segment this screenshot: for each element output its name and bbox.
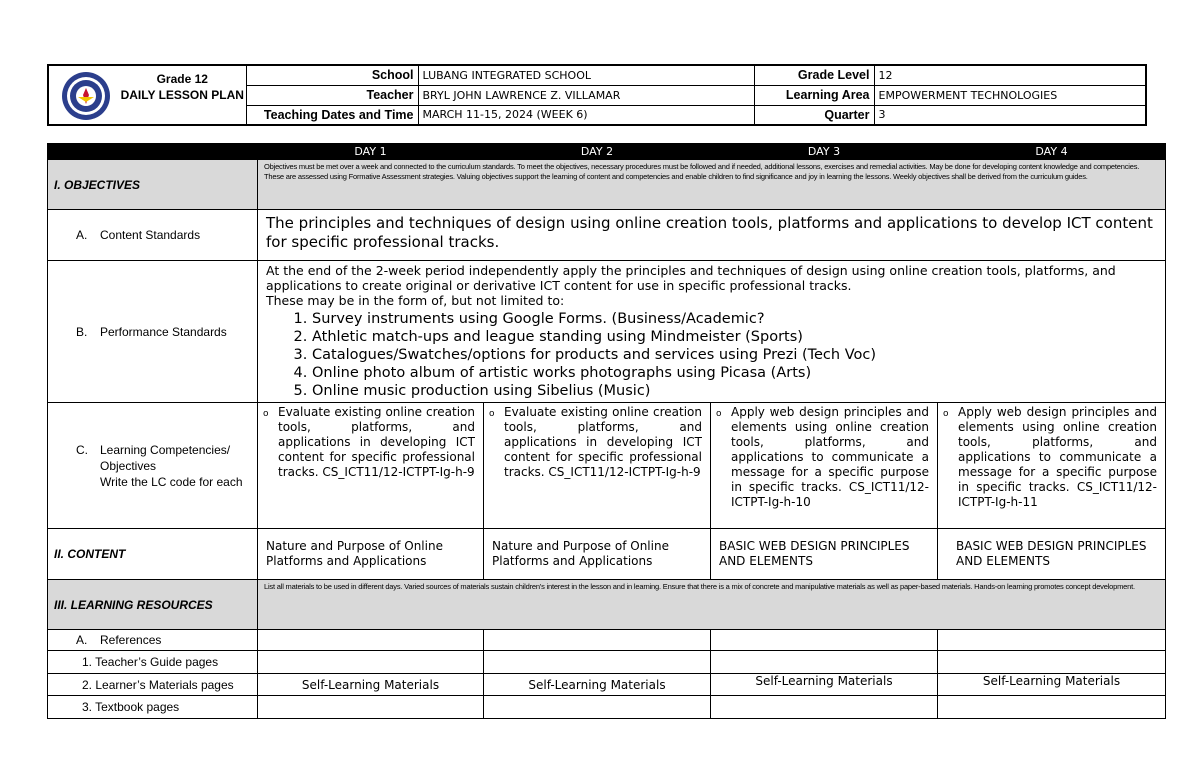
school-value: LUBANG INTEGRATED SCHOOL (418, 65, 754, 85)
competency-day-4 (938, 403, 1166, 529)
competency-day-3 (711, 403, 938, 529)
content-day-2: Nature and Purpose of Online Platforms and Applications (484, 529, 711, 580)
content-row (48, 529, 1166, 580)
dates-label: Teaching Dates and Time (246, 105, 418, 125)
textbook-row (48, 696, 1166, 719)
competency-text: Evaluate existing online creation tools, platforms, and applications in developing ICT content for specific professional tracks. CS_ICT11/12-ICTPT-Ig-h-9 (278, 405, 475, 479)
performance-item: 2. Athletic match-ups and league standing using Mindmeister (Sports) (312, 328, 1157, 346)
competencies-letter: C. (76, 442, 88, 457)
tg-day-4 (938, 651, 1166, 674)
tb-day-1 (258, 696, 484, 719)
references-day-2 (484, 630, 711, 651)
competencies-row (48, 403, 1166, 529)
lm-day-1: Self-Learning Materials (258, 674, 484, 696)
content-day-1: Nature and Purpose of Online Platforms and Applications (258, 529, 484, 580)
day-2-header: DAY 2 (484, 144, 711, 160)
learners-materials-row (48, 674, 1166, 696)
bullet-icon: o (716, 409, 722, 419)
school-label: School (246, 65, 418, 85)
textbook-label: 3. Textbook pages (48, 696, 258, 719)
tb-day-4 (938, 696, 1166, 719)
content-standards-text: The principles and techniques of design using online creation tools, platforms and applications to develop ICT content for specific professional tracks. (258, 210, 1166, 261)
day-header-row (48, 144, 1166, 160)
performance-intro2: These may be in the form of, but not limited to: (266, 293, 565, 308)
references-letter: A. (76, 633, 88, 647)
competency-text: Apply web design principles and elements using online creation tools, platforms, and applications to communicate a message for a specific purpose in specific tracks. CS_ICT11/12-ICTPT-Ig-h-11 (958, 405, 1157, 509)
competencies-label-2: Objectives (100, 458, 157, 473)
content-standards-row (48, 210, 1166, 261)
day-4-header: DAY 4 (938, 144, 1166, 160)
teacher-value: BRYL JOHN LAWRENCE Z. VILLAMAR (418, 85, 754, 105)
lm-day-4: Self-Learning Materials (938, 674, 1166, 696)
performance-standards-label (48, 261, 258, 403)
content-title: II. CONTENT (48, 529, 258, 580)
tg-day-2 (484, 651, 711, 674)
learners-materials-label: 2. Learner’s Materials pages (48, 674, 258, 696)
references-row (48, 630, 1166, 651)
content-standards-letter: A. (76, 228, 88, 242)
performance-intro: At the end of the 2-week period independently apply the principles and techniques of design using online creation tools, platforms, and applications to create original or derivative ICT content for use in specific professional tracks. (266, 263, 1116, 293)
lm-day-3: Self-Learning Materials (711, 674, 938, 696)
plan-title: DAILY LESSON PLAN (120, 88, 244, 102)
teacher-label: Teacher (246, 85, 418, 105)
grade-level-value: 12 (874, 65, 1146, 85)
performance-item: 5. Online music production using Sibelius (Music) (312, 382, 1157, 400)
quarter-label: Quarter (754, 105, 874, 125)
tg-day-3 (711, 651, 938, 674)
teachers-guide-row (48, 651, 1166, 674)
performance-standards-row (48, 261, 1166, 403)
competency-day-1 (258, 403, 484, 529)
lesson-plan-table (47, 143, 1166, 719)
competency-text: Evaluate existing online creation tools, platforms, and applications in developing ICT content for specific professional tracks. CS_ICT11/12-ICTPT-Ig-h-9 (504, 405, 702, 479)
logo-title-cell (48, 65, 246, 125)
competencies-label-1: Learning Competencies/ (100, 442, 231, 457)
competencies-label (48, 403, 258, 529)
objectives-row (48, 160, 1166, 210)
tb-day-3 (711, 696, 938, 719)
references-label-text: References (100, 633, 162, 647)
performance-item: 3. Catalogues/Swatches/options for products and services using Prezi (Tech Voc) (312, 346, 1157, 364)
objectives-note: Objectives must be met over a week and connected to the curriculum standards. To meet the objectives, necessary procedures must be followed and if needed, additional lessons, exercises and remedial activities. May be done for developing content knowledge and competencies. These are assessed using Formative Assessment strategies. Valuing objectives support the learning of content and competencies and enable children to find significance and joy in learning the lessons. Weekly objectives shall be derived from the curriculum guides. (258, 160, 1166, 210)
performance-item: 1. Survey instruments using Google Forms. (Business/Academic? (312, 310, 1157, 328)
grade-level-label: Grade Level (754, 65, 874, 85)
objectives-title: I. OBJECTIVES (48, 160, 258, 210)
tg-day-1 (258, 651, 484, 674)
deped-seal-icon (61, 71, 111, 121)
references-label (48, 630, 258, 651)
lm-day-2: Self-Learning Materials (484, 674, 711, 696)
quarter-value: 3 (874, 105, 1146, 125)
competency-day-2 (484, 403, 711, 529)
performance-list (312, 310, 1157, 400)
bullet-icon: o (943, 409, 949, 419)
teachers-guide-label: 1. Teacher’s Guide pages (48, 651, 258, 674)
day-1-header: DAY 1 (258, 144, 484, 160)
learning-area-value: EMPOWERMENT TECHNOLOGIES (874, 85, 1146, 105)
references-day-1 (258, 630, 484, 651)
bullet-icon: o (489, 409, 495, 419)
content-standards-label (48, 210, 258, 261)
performance-standards-text (258, 261, 1166, 403)
day-header-blank (48, 144, 258, 160)
performance-letter: B. (76, 324, 88, 339)
content-standards-label-text: Content Standards (100, 228, 201, 242)
content-day-3: BASIC WEB DESIGN PRINCIPLES AND ELEMENTS (711, 529, 938, 580)
performance-label-text: Performance Standards (100, 324, 227, 339)
grade-label: Grade 12 (156, 72, 208, 86)
learning-area-label: Learning Area (754, 85, 874, 105)
competency-text: Apply web design principles and elements using online creation tools, platforms, and applications to communicate a message for a specific purpose in specific tracks. CS_ICT11/12-ICTPT-Ig-h-10 (731, 405, 929, 509)
performance-item: 4. Online photo album of artistic works photographs using Picasa (Arts) (312, 364, 1157, 382)
resources-title: III. LEARNING RESOURCES (48, 580, 258, 630)
references-day-3 (711, 630, 938, 651)
bullet-icon: o (263, 409, 269, 419)
dates-value: MARCH 11-15, 2024 (WEEK 6) (418, 105, 754, 125)
references-day-4 (938, 630, 1166, 651)
resources-row (48, 580, 1166, 630)
competencies-label-3: Write the LC code for each (100, 474, 243, 489)
day-3-header: DAY 3 (711, 144, 938, 160)
tb-day-2 (484, 696, 711, 719)
header-table (47, 64, 1147, 126)
content-day-4: BASIC WEB DESIGN PRINCIPLES AND ELEMENTS (938, 529, 1166, 580)
resources-note: List all materials to be used in different days. Varied sources of materials sustain children's interest in the lesson and in learning. Ensure that there is a mix of concrete and manipulative materials as well as paper-based materials. Hands-on learning promotes concept development. (258, 580, 1166, 630)
